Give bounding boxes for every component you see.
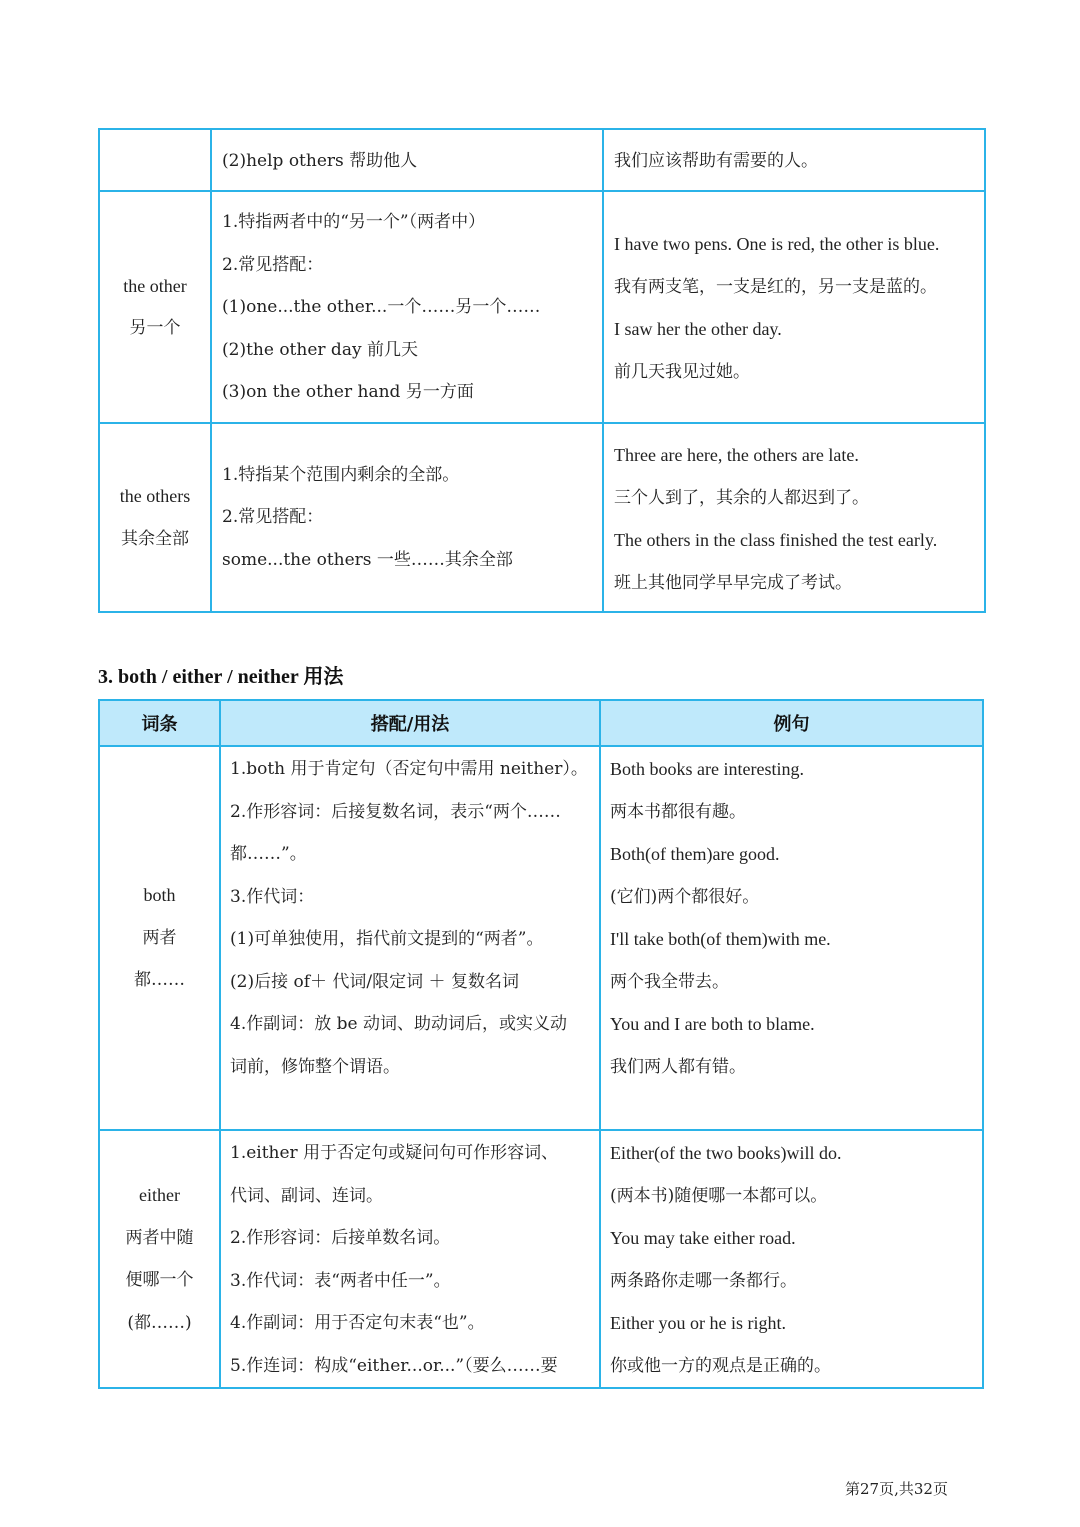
example-cell (603, 423, 985, 612)
usage-line: (2)后接 of＋ 代词/限定词 ＋ 复数名词 (230, 971, 519, 992)
word-cell (99, 191, 211, 423)
word-label: the other (123, 275, 187, 296)
page-number: 第27页,共32页 (845, 1480, 948, 1498)
example-line: Three are here, the others are late. (614, 445, 859, 465)
example-line: Either you or he is right. (610, 1313, 786, 1333)
example-line: 你或他一方的观点是正确的。 (610, 1355, 831, 1376)
word-meaning: 其余全部 (121, 528, 189, 549)
word-meaning: 两者中随 (125, 1227, 194, 1248)
usage-line: 2.常见搭配： (222, 507, 324, 528)
header-examples: 例句 (600, 700, 983, 746)
usage-line: (2)the other day 前几天 (222, 339, 418, 360)
usage-line: 1.特指两者中的“另一个”（两者中） (222, 212, 486, 232)
word-label: both (143, 885, 176, 906)
header-word: 词条 (99, 700, 220, 746)
word-label: either (139, 1185, 180, 1205)
table-row (99, 1130, 983, 1388)
usage-line: 2.作形容词：后接单数名词。 (230, 1228, 451, 1248)
both-either-neither-table (98, 699, 984, 1389)
word-meaning: 便哪一个 (125, 1270, 194, 1290)
usage-line: 4.作副词：放 be 动词、助动词后，或实义动 (230, 1014, 567, 1034)
word-cell (99, 129, 211, 191)
usage-line: (1)one...the other...一个……另一个…… (222, 297, 541, 317)
example-line: (它们)两个都很好。 (610, 886, 760, 907)
usage-cell (211, 191, 603, 423)
example-line: Either(of the two books)will do. (610, 1143, 842, 1163)
example-cell (600, 1130, 983, 1388)
example-line: 两本书都很有趣。 (610, 801, 746, 822)
word-cell (99, 746, 220, 1130)
usage-cell (220, 1130, 600, 1388)
example-line: The others in the class finished the test early. (614, 530, 938, 550)
example-line: (两本书)随便哪一本都可以。 (610, 1185, 828, 1206)
usage-line: 都……”。 (230, 844, 307, 864)
example-line: I saw her the other day. (614, 319, 782, 339)
word-label: the others (119, 486, 191, 506)
example-line: 我们两人都有错。 (610, 1056, 746, 1077)
section-title: 3. both / either / neither 用法 (98, 666, 344, 688)
example-line: 班上其他同学早早完成了考试。 (614, 572, 852, 593)
example-line: I have two pens. One is red, the other is blue. (614, 234, 940, 254)
example-line: 两个我全带去。 (610, 971, 729, 992)
example-line: Both(of them)are good. (610, 844, 780, 864)
example-line: 前几天我见过她。 (614, 361, 750, 382)
example-line: You may take either road. (610, 1228, 796, 1248)
example-cell (603, 191, 985, 423)
table-row (99, 423, 985, 612)
example-line: 我有两支笔，一支是红的，另一支是蓝的。 (614, 276, 937, 297)
word-meaning: 另一个 (129, 318, 181, 338)
usage-line: 词前，修饰整个谓语。 (230, 1056, 400, 1077)
usage-line: (1)可单独使用，指代前文提到的“两者”。 (230, 929, 544, 949)
usage-line: 3.作代词： (230, 886, 315, 907)
usage-cell (211, 423, 603, 612)
usage-line: (3)on the other hand 另一方面 (222, 382, 474, 402)
word-meaning: 都…… (134, 970, 185, 991)
word-cell (99, 423, 211, 612)
word-meaning: (都……) (127, 1312, 192, 1333)
usage-line: 3.作代词：表“两者中任一”。 (230, 1270, 451, 1291)
example-line: 两条路你走哪一条都行。 (610, 1270, 797, 1291)
usage-line: 1.either 用于否定句或疑问句可作形容词、 (230, 1143, 559, 1163)
example-line: You and I are both to blame. (610, 1014, 815, 1034)
usage-line: 代词、副词、连词。 (230, 1185, 383, 1206)
usage-line: 2.常见搭配： (222, 254, 324, 275)
table-header-row (99, 700, 983, 746)
example-line: 我们应该帮助有需要的人。 (614, 151, 818, 171)
example-line: 三个人到了，其余的人都迟到了。 (614, 487, 869, 508)
usage-cell (211, 129, 603, 191)
example-cell (600, 746, 983, 1130)
header-usage: 搭配/用法 (220, 700, 600, 746)
usage-table-continued (98, 128, 986, 613)
table-row (99, 129, 985, 191)
word-cell (99, 1130, 220, 1388)
word-meaning: 两者 (142, 927, 177, 948)
example-line: Both books are interesting. (610, 759, 804, 779)
usage-line: some...the others 一些……其余全部 (222, 549, 513, 570)
usage-line: 5.作连词：构成“either...or...”（要么……要 (230, 1355, 558, 1376)
usage-line: (2)help others 帮助他人 (222, 151, 418, 171)
example-line: I'll take both(of them)with me. (610, 929, 831, 949)
example-cell (603, 129, 985, 191)
table-row (99, 191, 985, 423)
usage-line: 2.作形容词：后接复数名词，表示“两个…… (230, 801, 561, 822)
usage-line: 4.作副词：用于否定句末表“也”。 (230, 1313, 485, 1333)
usage-line: 1.both 用于肯定句（否定句中需用 neither）。 (230, 759, 588, 779)
usage-line: 1.特指某个范围内剩余的全部。 (222, 464, 460, 485)
usage-cell (220, 746, 600, 1130)
table-row (99, 746, 983, 1130)
